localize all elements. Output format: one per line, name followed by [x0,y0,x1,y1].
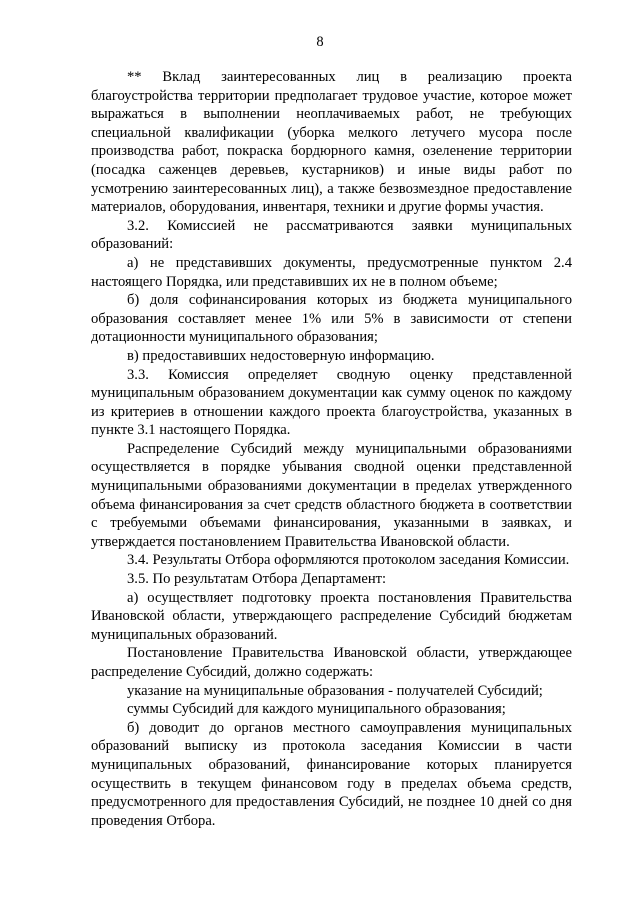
paragraph-3-3: 3.3. Комиссия определяет сводную оценку представленной муниципальным образованием документации как сумму оценок по каждому из критериев в отношении каждого проекта благоустройства, указанных в пункте 3.1 настоящего Порядка. [91,366,572,439]
paragraph-3-2: 3.2. Комиссией не рассматриваются заявки муниципальных образований: [91,217,572,253]
paragraph-distribution: Распределение Субсидий между муниципальными образованиями осуществляется в порядке убывания сводной оценки представленной муниципальными образованиями документации в пределах утвержденного объема финансирования за счет средств областного бюджета в соответствии с требуемыми объемами финансирования, указанными в заявках, и утверждается постановлением Правительства Ивановской области. [91,440,572,550]
paragraph-3-5-a: а) осуществляет подготовку проекта постановления Правительства Ивановской области, утверждающего распределение Субсидий бюджетам муниципальных образований. [91,589,572,643]
document-body [91,68,572,830]
paragraph-3-5: 3.5. По результатам Отбора Департамент: [127,571,387,588]
paragraph-3-2-v: в) предоставивших недостоверную информацию. [127,347,435,364]
paragraph-3-2-b: б) доля софинансирования которых из бюджета муниципального образования составляет менее 1% или 5% в зависимости от степени дотационности муниципального образования; [91,292,572,346]
paragraph-resolution: Постановление Правительства Ивановской области, утверждающее распределение Субсидий, должно содержать: [91,645,572,680]
paragraph-amounts: суммы Субсидий для каждого муниципального образования; [127,701,506,718]
page-number: 8 [316,34,324,50]
paragraph-contribution-note: ** Вклад заинтересованных лиц в реализацию проекта благоустройства территории предполагает трудовое участие, которое может выражаться в выполнении неоплачиваемых работ, не требующих специальной квалификации (уборка мелкого летучего мусора после производства работ, покраска бордюрного камня, озеленение территории (посадка саженцев деревьев, кустарников) и иные виды работ по усмотрению заинтересованных лиц), а также безвозмездное предоставление материалов, оборудования, инвентаря, техники и другие формы участия. [91,69,572,216]
paragraph-3-4: 3.4. Результаты Отбора оформляются протоколом заседания Комиссии. [127,552,570,569]
paragraph-recipients: указание на муниципальные образования - получателей Субсидий; [127,682,543,699]
paragraph-3-2-a: а) не представивших документы, предусмотренные пунктом 2.4 настоящего Порядка, или представивших их не в полном объеме; [91,254,572,290]
paragraph-3-5-b: б) доводит до органов местного самоуправления муниципальных образований выписку из протокола заседания Комиссии в части муниципальных образований, финансирование которых планируется осуществить в текущем финансовом году в пределах объема средств, предусмотренного для предоставления Субсидий, не позднее 10 дней со дня проведения Отбора. [91,719,572,829]
